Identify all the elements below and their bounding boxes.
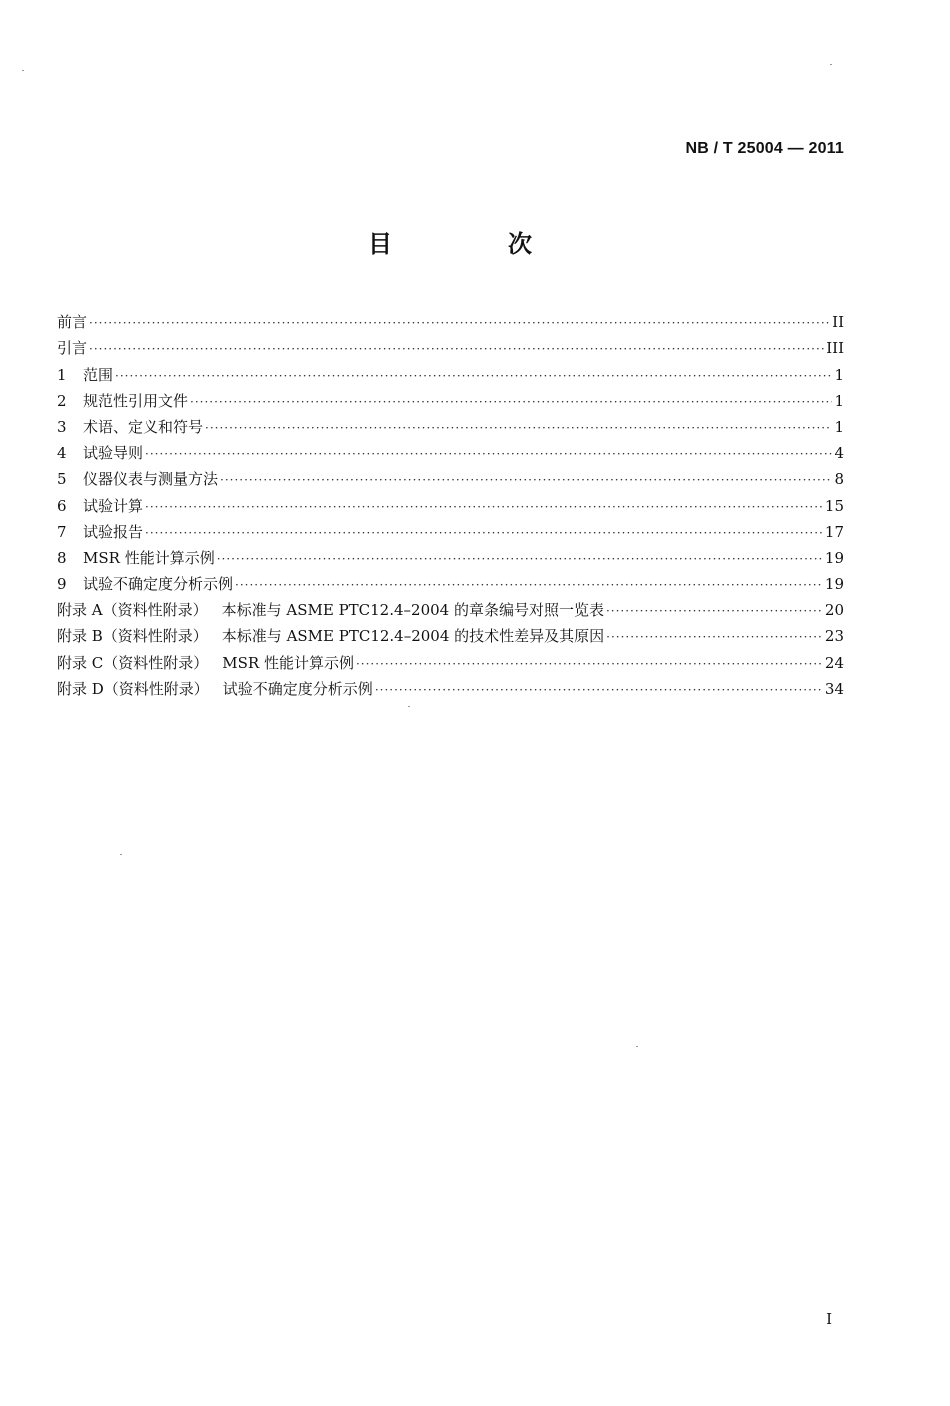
toc-entry[interactable] (57, 463, 844, 489)
toc-entry-number: 1 (57, 365, 67, 384)
toc-entry-page: III (826, 339, 844, 358)
toc-entry-number: 6 (57, 496, 67, 515)
page-title: 目 次 (368, 230, 578, 258)
toc-dot-leader (606, 602, 823, 620)
toc-dot-leader (115, 367, 832, 385)
toc-entry[interactable] (57, 646, 844, 672)
table-of-contents (57, 306, 844, 699)
scan-speck (120, 854, 122, 855)
toc-entry-number: 3 (57, 417, 67, 436)
toc-entry-label: 试验计算 (83, 496, 144, 515)
toc-entry-label: MSR 性能计算示例 (222, 653, 354, 672)
toc-entry-label: 规范性引用文件 (83, 391, 189, 410)
toc-dot-leader (235, 576, 823, 594)
toc-dot-leader (145, 445, 832, 463)
toc-entry-page: 20 (824, 601, 844, 620)
toc-entry-label: 试验报告 (83, 522, 144, 541)
toc-entry-annex-prefix: 附录 C（资料性附录） (57, 653, 209, 672)
toc-entry-page: II (832, 313, 844, 332)
toc-entry-number: 4 (57, 444, 67, 463)
toc-entry[interactable] (57, 306, 844, 332)
toc-entry[interactable] (57, 385, 844, 411)
toc-entry-label: MSR 性能计算示例 (83, 548, 215, 567)
toc-entry[interactable] (57, 437, 844, 463)
toc-entry-label: 试验不确定度分析示例 (83, 575, 234, 594)
toc-entry[interactable] (57, 594, 844, 620)
toc-dot-leader (217, 550, 823, 568)
toc-entry[interactable] (57, 489, 844, 515)
toc-dot-leader (356, 655, 823, 673)
toc-entry-number: 7 (57, 522, 67, 541)
toc-entry-label: 试验不确定度分析示例 (222, 679, 373, 698)
toc-entry[interactable] (57, 620, 844, 646)
toc-entry[interactable] (57, 542, 844, 568)
toc-dot-leader (375, 681, 823, 699)
toc-dot-leader (145, 524, 823, 542)
toc-entry-number: 9 (57, 575, 67, 594)
toc-dot-leader (190, 393, 832, 411)
toc-entry-label: 仪器仪表与测量方法 (83, 470, 219, 489)
toc-entry[interactable] (57, 358, 844, 384)
toc-entry-label: 试验导则 (83, 444, 144, 463)
scan-speck (636, 1046, 638, 1047)
toc-dot-leader (205, 419, 832, 437)
toc-entry[interactable] (57, 516, 844, 542)
toc-entry-label: 范围 (83, 365, 114, 384)
toc-entry-page: 24 (824, 653, 844, 672)
toc-entry-page: 1 (834, 417, 844, 436)
toc-entry-page: 19 (824, 575, 844, 594)
toc-entry-page: 15 (824, 496, 844, 515)
toc-entry-annex-prefix: 附录 D（资料性附录） (57, 679, 209, 698)
toc-entry-number: 5 (57, 470, 67, 489)
toc-entry[interactable] (57, 568, 844, 594)
toc-entry-page: 34 (824, 679, 844, 698)
toc-dot-leader (145, 498, 823, 516)
toc-entry[interactable] (57, 411, 844, 437)
toc-entry-page: 1 (834, 391, 844, 410)
toc-entry-number: 2 (57, 391, 67, 410)
toc-entry-annex-prefix: 附录 A（资料性附录） (57, 601, 208, 620)
page-number: I (826, 1310, 832, 1328)
toc-entry[interactable] (57, 332, 844, 358)
toc-entry-label: 前言 (57, 313, 88, 332)
scan-speck (830, 64, 832, 65)
toc-entry-label: 本标准与 ASME PTC12.4–2004 的章条编号对照一览表 (221, 601, 604, 620)
toc-entry-page: 4 (834, 444, 844, 463)
toc-entry-number: 8 (57, 548, 67, 567)
scan-speck (408, 706, 410, 707)
toc-entry-label: 术语、定义和符号 (83, 417, 204, 436)
standard-number: NB / T 25004 — 2011 (685, 140, 844, 157)
toc-entry-page: 17 (824, 522, 844, 541)
scan-speck (22, 70, 24, 71)
toc-entry[interactable] (57, 673, 844, 699)
toc-dot-leader (89, 314, 830, 332)
toc-entry-label: 引言 (57, 339, 88, 358)
toc-entry-page: 1 (834, 365, 844, 384)
toc-entry-page: 23 (824, 627, 844, 646)
toc-dot-leader (89, 340, 824, 358)
toc-entry-page: 8 (834, 470, 844, 489)
toc-dot-leader (220, 471, 832, 489)
toc-entry-label: 本标准与 ASME PTC12.4–2004 的技术性差异及其原因 (221, 627, 605, 646)
toc-entry-annex-prefix: 附录 B（资料性附录） (57, 627, 208, 646)
toc-entry-page: 19 (824, 548, 844, 567)
toc-dot-leader (606, 628, 823, 646)
